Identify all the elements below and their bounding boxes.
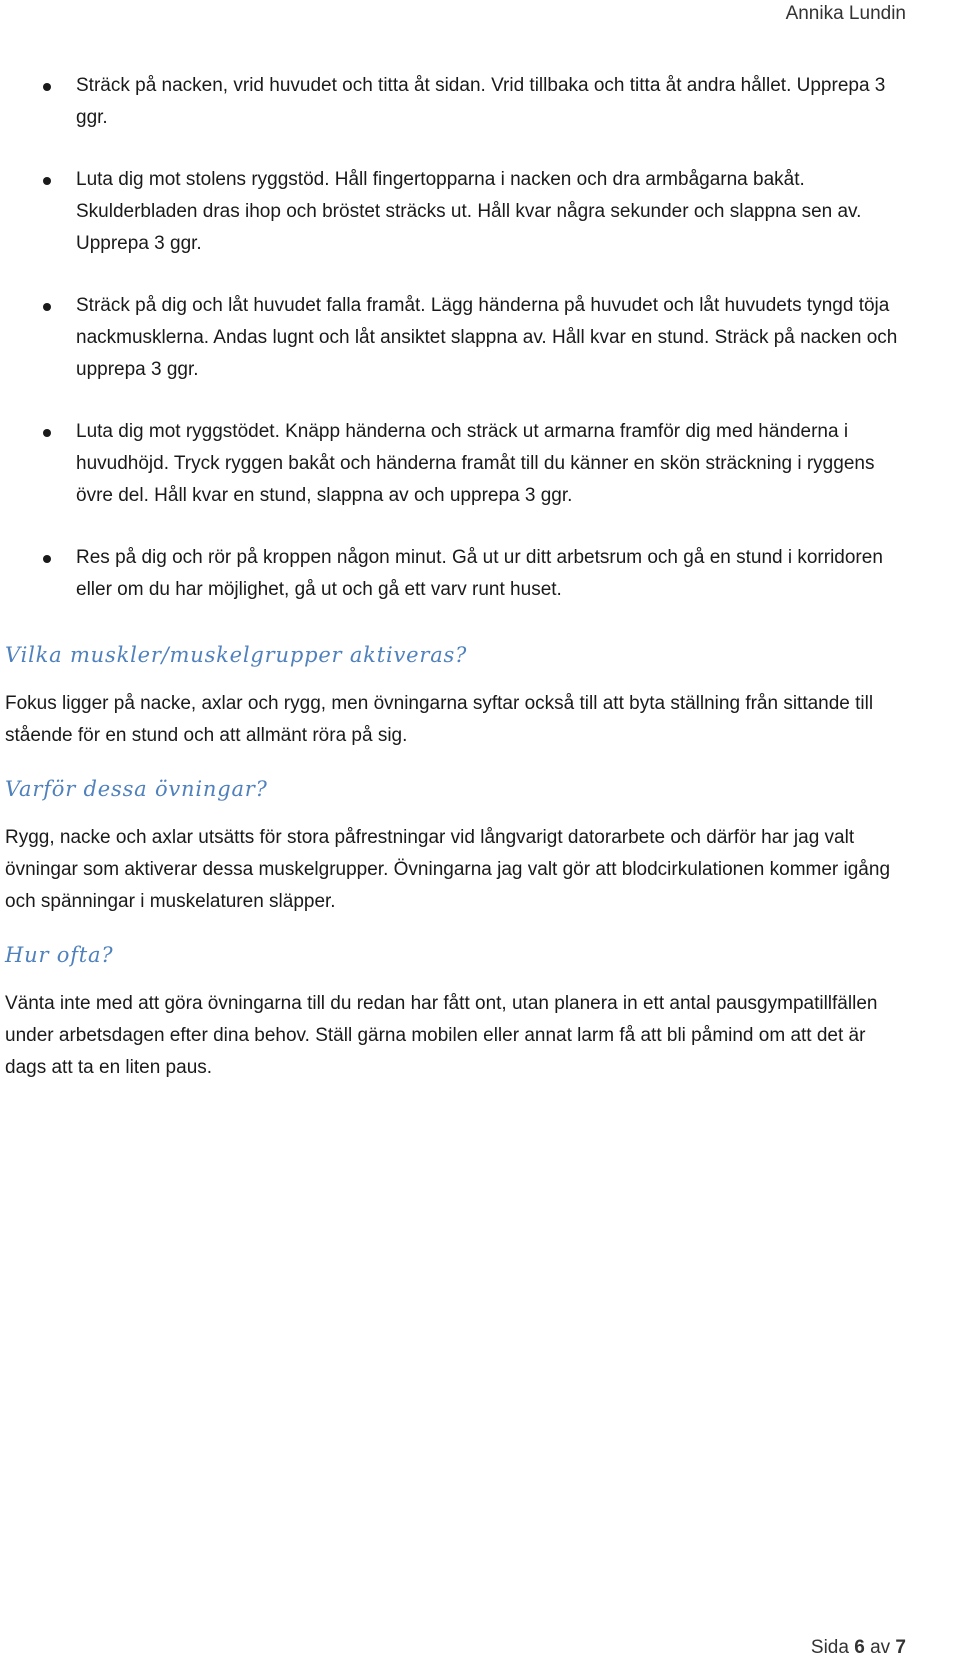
- section-body-muscles: Fokus ligger på nacke, axlar och rygg, men övningarna syftar också till att byta ställning från sittande till stående för en stund och att allmänt röra på sig.: [5, 693, 874, 746]
- section-body-why: Rygg, nacke och axlar utsätts för stora påfrestningar vid långvarigt datorarbete och därför har jag valt övningar som aktiverar dessa muskelgrupper. Övningarna jag valt gör att blodcirkulationen kommer igång och spänningar i muskelaturen släpper.: [5, 827, 891, 912]
- list-item: [5, 542, 905, 606]
- current-page-number: 6: [854, 1637, 865, 1658]
- page-separator: av: [870, 1637, 891, 1658]
- section-heading-how-often: Hur ofta?: [5, 943, 114, 967]
- list-item: [5, 164, 905, 260]
- exercise-text: Sträck på nacken, vrid huvudet och titta åt sidan. Vrid tillbaka och titta åt andra hållet. Upprepa 3 ggr.: [76, 75, 886, 128]
- bullet-icon: [43, 555, 51, 563]
- exercise-list: [5, 70, 905, 606]
- exercise-text: Luta dig mot stolens ryggstöd. Håll fingertopparna i nacken och dra armbågarna bakåt. Skulderbladen dras ihop och bröstet sträcks ut. Håll kvar några sekunder och slappna sen av. Upprepa 3 ggr.: [76, 169, 862, 254]
- list-item: [5, 290, 905, 386]
- section-heading-muscles: Vilka muskler/muskelgrupper aktiveras?: [5, 643, 468, 667]
- bullet-icon: [43, 83, 51, 91]
- exercise-text: Luta dig mot ryggstödet. Knäpp händerna och sträck ut armarna framför dig med händerna i huvudhöjd. Tryck ryggen bakåt och händerna framåt till du känner en skön sträckning i ryggens övre del. Håll kvar en stund, slappna av och upprepa 3 ggr.: [76, 421, 875, 506]
- bullet-icon: [43, 303, 51, 311]
- page-label: Sida: [810, 1637, 849, 1658]
- bullet-icon: [43, 177, 51, 185]
- list-item: [5, 416, 905, 512]
- page-number-footer: [811, 1632, 906, 1664]
- section-body-how-often: Vänta inte med att göra övningarna till du redan har fått ont, utan planera in ett antal pausgympatillfällen under arbetsdagen efter dina behov. Ställ gärna mobilen eller annat larm få att bli påmind om att det är dags att ta en liten paus.: [5, 993, 878, 1078]
- exercise-text: Res på dig och rör på kroppen någon minut. Gå ut ur ditt arbetsrum och gå en stund i korridoren eller om du har möjlighet, gå ut och gå ett varv runt huset.: [76, 547, 883, 600]
- section-heading-why: Varför dessa övningar?: [5, 777, 268, 801]
- document-body: [5, 70, 905, 1084]
- total-page-count: 7: [895, 1637, 906, 1658]
- exercise-text: Sträck på dig och låt huvudet falla framåt. Lägg händerna på huvudet och låt huvudets tyngd töja nackmusklerna. Andas lugnt och låt ansiktet slappna av. Håll kvar en stund. Sträck på nacken och upprepa 3 ggr.: [76, 295, 898, 380]
- list-item: [5, 70, 905, 134]
- bullet-icon: [43, 429, 51, 437]
- page-header-author: Annika Lundin: [785, 3, 906, 24]
